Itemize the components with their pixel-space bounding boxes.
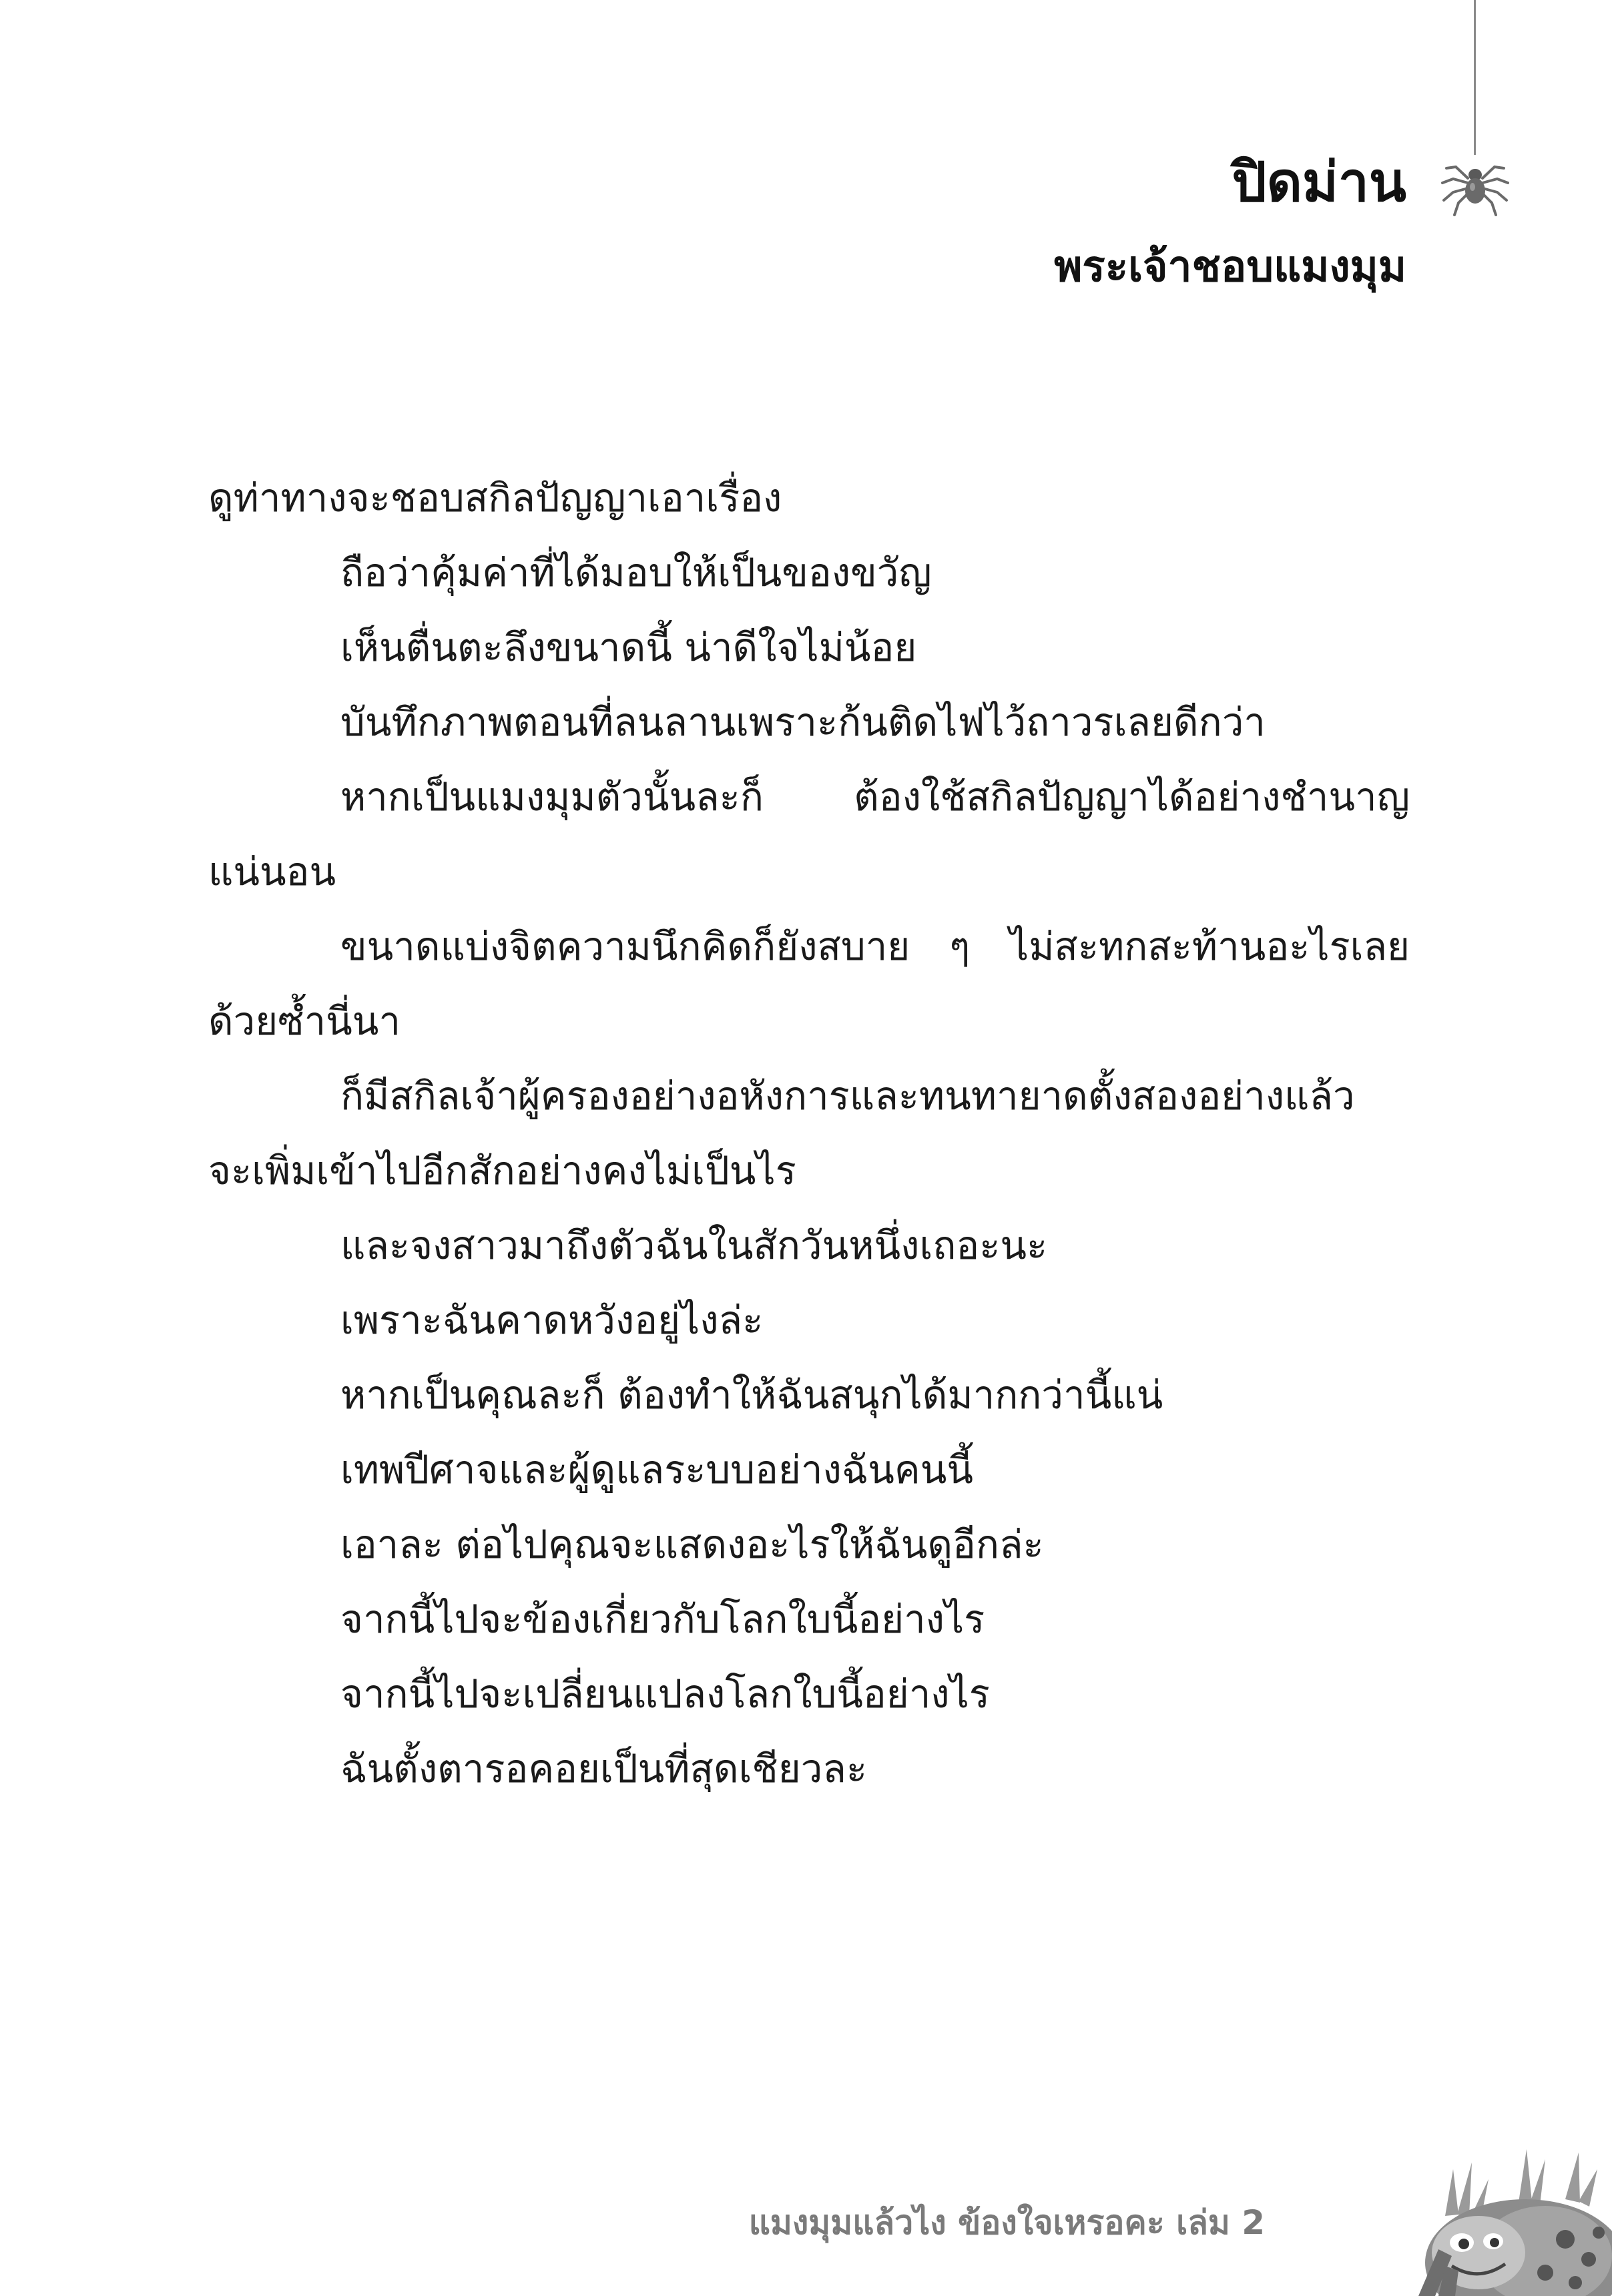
paragraph: และจงสาวมาถึงตัวฉันในสักวันหนึ่งเถอะนะ	[340, 1223, 1048, 1268]
paragraph: เพราะฉันคาดหวังอยู่ไงล่ะ	[340, 1298, 764, 1343]
footer-book-title: แมงมุมแล้วไง ข้องใจเหรอคะ เล่ม 2	[748, 2203, 1265, 2242]
paragraph: จากนี้ไปจะข้องเกี่ยวกับโลกใบนี้อย่างไร	[340, 1597, 985, 1642]
body-text	[208, 461, 1410, 1806]
spider-thread	[1474, 0, 1476, 155]
paragraph: บันทึกภาพตอนที่ลนลานเพราะก้นติดไฟไว้ถาวรเลยดีกว่า	[340, 699, 1266, 745]
paragraph: หากเป็นแมงมุมตัวนั้นละก็ ต้องใช้สกิลปัญญาได้อย่างชำนาญแน่นอน	[208, 774, 1410, 894]
paragraph: เห็นตื่นตะลึงขนาดนี้ น่าดีใจไม่น้อย	[340, 625, 917, 670]
spider-monster-illustration	[1345, 2122, 1612, 2296]
paragraph: เทพปีศาจและผู้ดูแลระบบอย่างฉันคนนี้	[340, 1447, 974, 1492]
paragraph: จากนี้ไปจะเปลี่ยนแปลงโลกใบนี้อย่างไร	[340, 1671, 990, 1717]
spider-icon	[1438, 148, 1512, 222]
paragraph: ถือว่าคุ้มค่าที่ได้มอบให้เป็นของขวัญ	[340, 550, 932, 595]
paragraph: ก็มีสกิลเจ้าผู้ครองอย่างอหังการและทนทายาดตั้งสองอย่างแล้ว จะเพิ่มเข้าไปอีกสักอย่างคงไม่เป็นไร	[208, 1073, 1355, 1193]
paragraph: ขนาดแบ่งจิตความนึกคิดก็ยังสบาย ๆ ไม่สะทกสะท้านอะไรเลยด้วยซ้ำนี่นา	[208, 924, 1410, 1044]
paragraph: ดูท่าทางจะชอบสกิลปัญญาเอาเรื่อง	[208, 475, 782, 521]
paragraph: ฉันตั้งตารอคอยเป็นที่สุดเชียวละ	[340, 1746, 868, 1791]
chapter-subtitle: พระเจ้าชอบแมงมุม	[1054, 242, 1406, 292]
chapter-title: ปิดม่าน	[1232, 151, 1406, 214]
paragraph: หากเป็นคุณละก็ ต้องทำให้ฉันสนุกได้มากกว่านี้แน่	[340, 1372, 1163, 1418]
paragraph: เอาละ ต่อไปคุณจะแสดงอะไรให้ฉันดูอีกล่ะ	[340, 1522, 1044, 1567]
